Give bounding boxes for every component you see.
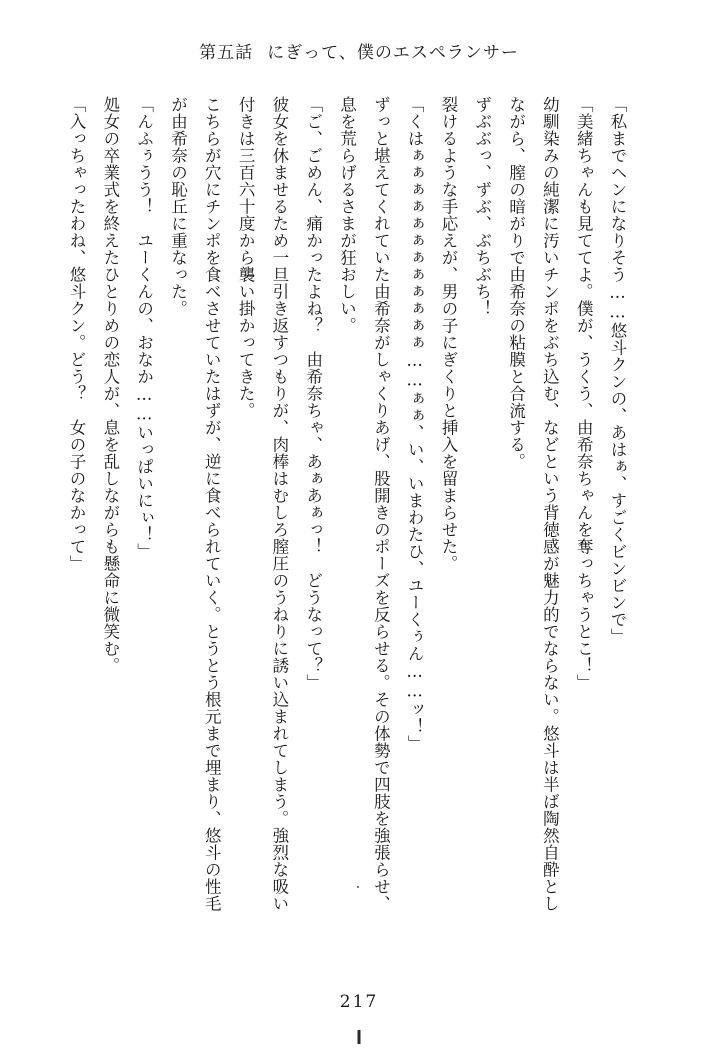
paragraph: 「くはぁぁぁぁぁぁぁぁぁぁぁぁ……ぁぁ、い、いまわたひ、ユーくぅん……ッ！」: [405, 96, 425, 752]
paragraph: こちらが穴にチンポを食べさせていたはずが、逆に食べられていく。とうとう根元まで埋まり、悠斗の性毛が由希奈の恥丘に重なった。: [168, 96, 222, 912]
paragraph: 「ご、ごめん、痛かったよね？ 由希奈ちゃ、あぁあぁっ！ どうなって？」: [303, 96, 323, 691]
paragraph: 彼女を休ませるため一旦引き返すつもりが、肉棒はむしろ膣圧のうねりに誘い込まれてしまう。強烈な吸い付きは三百六十度から襲い掛かってきた。: [236, 96, 289, 912]
paragraph: 「んふぅうう！ ユーくんの、おなか……いっぱいにぃ！」: [134, 96, 154, 560]
paragraph: ずっと堪えてくれていた由希奈がしゃくりあげ、股開きのポーズを反らせる。その体勢で四肢を強張らせ、息を荒らげるさまが狂おしい。: [337, 96, 391, 912]
paragraph: ずぶぶっ、ずぶ、ぶちぶち！: [472, 96, 492, 317]
paragraph: 裂けるような手応えが、男の子にぎくりと挿入を留まらせた。: [438, 96, 458, 572]
body-text: [67, 96, 634, 912]
paragraph: 「入っちゃったわね、悠斗クン。どう？ 女の子のなかって」: [67, 96, 86, 572]
chapter-title: にぎって、僕のエスペランサー: [267, 43, 519, 63]
page-speck: [357, 886, 359, 888]
paragraph: 「私までヘンになりそう……悠斗クンの、あはぁ、すごくビンビンで」: [608, 96, 627, 645]
paragraph: 処女の卒業式を終えたひとりめの恋人が、息を乱しながらも懸命に微笑む。: [100, 96, 120, 674]
binding-mark: [358, 1030, 361, 1044]
page-number: 217: [339, 992, 379, 1012]
paragraph: 幼馴染みの純潔に汚いチンポをぶち込む、などという背徳感が魅力的でならない。悠斗は半ば陶然自酔としながら、膣の暗がりで由希奈の粘膜と合流する。: [506, 96, 560, 912]
chapter-number: 第五話: [199, 43, 254, 63]
running-header: [0, 38, 718, 63]
paragraph: 「美緒ちゃんも見ててよ。僕が、うくう、由希奈ちゃんを奪っちゃうとこ！」: [574, 96, 594, 691]
